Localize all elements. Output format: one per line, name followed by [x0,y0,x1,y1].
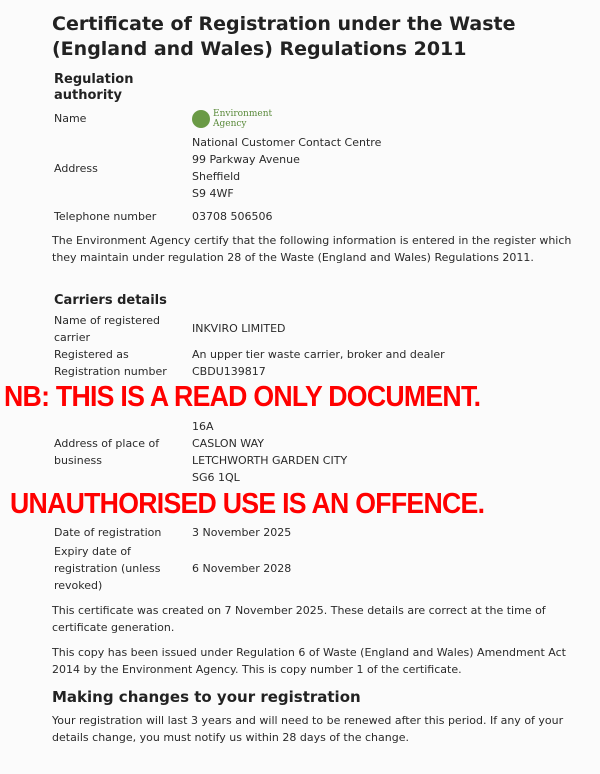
telephone-value: 03708 506506 [192,210,273,223]
environment-agency-logo: Environment Agency [192,109,273,129]
page-title: Certificate of Registration under the Waste (England and Wales) Regulations 2011 [52,13,516,60]
expiry-date-label: Expiry date of registration (unless revoked) [54,545,161,592]
watermark-line-2: UNAUTHORISED USE IS AN OFFENCE. [10,488,485,520]
watermark-line-1: NB: THIS IS A READ ONLY DOCUMENT. [4,381,481,413]
telephone-label: Telephone number [54,210,157,223]
copy-paragraph: This copy has been issued under Regulation 6 of Waste (England and Wales) Amendment Act 2014 by the Environment Agency. This is copy number 1 of the certificate. [52,646,566,676]
carriers-heading: Carriers details [54,293,167,308]
reg-number-label: Registration number [54,365,167,378]
carrier-name: INKVIRO LIMITED [192,322,286,335]
name-label: Name [54,112,87,125]
expiry-date: 6 November 2028 [192,562,292,575]
changes-heading: Making changes to your registration [52,688,361,706]
business-address: 16A CASLON WAY LETCHWORTH GARDEN CITY SG6 1QL [192,420,348,484]
reg-number-value: CBDU139817 [192,365,266,378]
tree-icon [192,110,210,128]
regulation-authority-heading: Regulation authority [54,72,134,103]
registration-date-label: Date of registration [54,526,162,539]
registration-date: 3 November 2025 [192,526,292,539]
address-label: Address [54,162,98,175]
certify-paragraph: The Environment Agency certify that the following information is entered in the register which they maintain under regulation 28 of the Waste (England and Wales) Regulations 2011. [52,234,572,264]
authority-address: National Customer Contact Centre 99 Parkway Avenue Sheffield S9 4WF [192,136,382,200]
created-paragraph: This certificate was created on 7 November 2025. These details are correct at the time of certificate generation. [52,604,546,634]
registered-as-label: Registered as [54,348,129,361]
registered-as-value: An upper tier waste carrier, broker and dealer [192,348,445,361]
business-address-label: Address of place of business [54,437,160,467]
carrier-name-label: Name of registered carrier [54,314,160,344]
changes-paragraph: Your registration will last 3 years and will need to be renewed after this period. If any of your details change, you must notify us within 28 days of the change. [52,714,564,744]
